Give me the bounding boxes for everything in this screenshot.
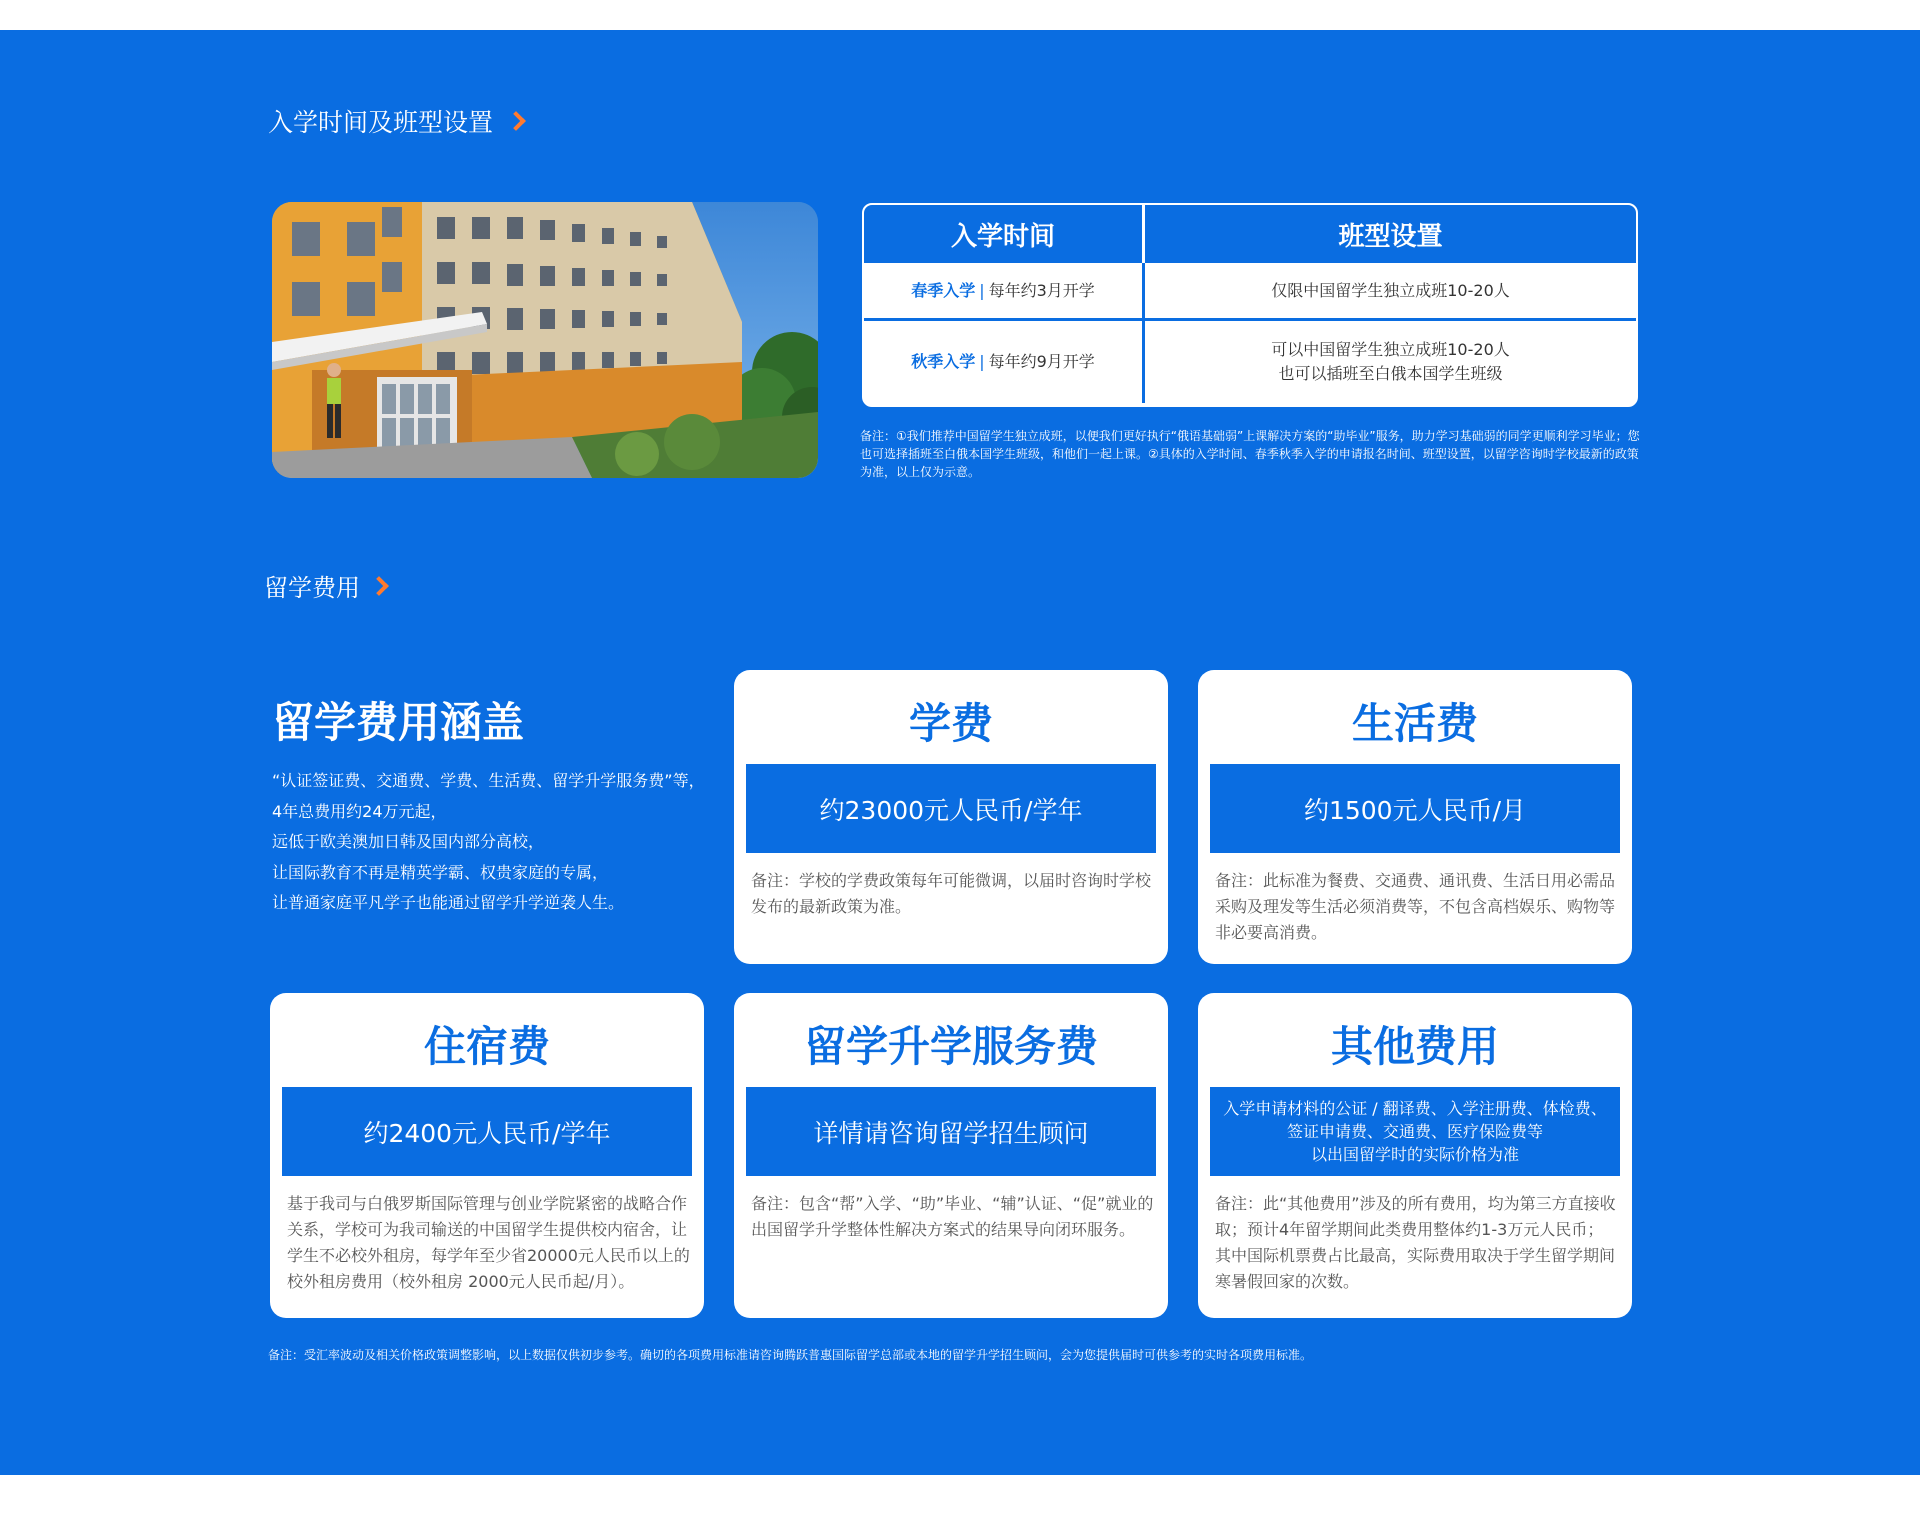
fee-card-other — [1198, 993, 1632, 1318]
class-type-line: 可以中国留学生独立成班10-20人 — [1271, 340, 1510, 359]
fee-card-note: 基于我司与白俄罗斯国际管理与创业学院紧密的战略合作关系，学校可为我司输送的中国留学生提供校内宿舍，让学生不必校外租房，每学年至少省20000元人民币以上的校外租房费用（校外租房 2000元人民币起/月）。 — [287, 1194, 690, 1291]
fee-card-title: 生活费 — [1351, 699, 1478, 748]
table-row — [864, 321, 1636, 403]
fee-card-amount-line: 签证申请费、交通费、医疗保险费等 — [1286, 1122, 1543, 1141]
fee-card-amount-line: 入学申请材料的公证 / 翻译费、入学注册费、体检费、 — [1223, 1099, 1607, 1118]
table-header-class-type: 班型设置 — [1338, 221, 1443, 252]
section-title-fees — [264, 568, 386, 603]
fees-description-line: “认证签证费、交通费、学费、生活费、留学升学服务费”等， — [272, 771, 705, 790]
table-cell-enrollment-time — [864, 321, 1145, 403]
season-label: 春季入学 — [911, 280, 976, 300]
table-header-enrollment-time: 入学时间 — [864, 205, 1145, 263]
fee-card-tuition — [734, 670, 1168, 964]
season-label: 秋季入学 — [911, 352, 976, 371]
fee-card-title: 其他费用 — [1330, 1022, 1499, 1071]
fee-card-title: 住宿费 — [423, 1022, 550, 1071]
enrollment-note: 备注：①我们推荐中国留学生独立成班，以便我们更好执行“俄语基础弱”上课解决方案的“助毕业”服务，助力学习基础弱的同学更顺利学习毕业；您也可选择插班至白俄本国学生班级，和他们一起上课。②具体的入学时间、春季秋季入学的申请报名时间、班型设置，以留学咨询时学校最新的政策为准，以上仅为示意。 — [860, 429, 1640, 479]
fees-description-line: 让国际教育不再是精英学霸、权贵家庭的专属， — [272, 862, 609, 882]
fee-card-amount: 约2400元人民币/学年 — [282, 1087, 692, 1176]
section-title-fees-label: 留学费用 — [264, 574, 360, 602]
separator: | — [979, 280, 985, 300]
fee-card-title: 学费 — [908, 699, 993, 748]
fee-card-title: 留学升学服务费 — [803, 1022, 1098, 1071]
fee-card-amount-line: 以出国留学时的实际价格为准 — [1310, 1145, 1519, 1164]
separator: | — [979, 352, 985, 371]
fee-card-amount: 详情请咨询留学招生顾问 — [746, 1087, 1156, 1176]
fee-card-note: 备注：此标准为餐费、交通费、通讯费、生活日用必需品采购及理发等生活必须消费等，不包含高档娱乐、购物等非必要高消费。 — [1215, 871, 1616, 942]
fee-card-housing — [270, 993, 704, 1318]
fees-description-line: 让普通家庭平凡学子也能通过留学升学逆袭人生。 — [272, 893, 625, 912]
fees-description-line: 4年总费用约24万元起， — [272, 801, 447, 821]
season-timing: 每年约9月开学 — [988, 352, 1095, 371]
fee-card-note: 备注：包含“帮”入学、“助”毕业、“辅”认证、“促”就业的出国留学升学整体性解决方案式的结果导向闭环服务。 — [751, 1194, 1154, 1239]
enrollment-table — [862, 203, 1638, 407]
fee-card-note: 备注：此“其他费用”涉及的所有费用，均为第三方直接收取；预计4年留学期间此类费用整体约1-3万元人民币；其中国际机票费占比最高，实际费用取决于学生留学期间寒暑假回家的次数。 — [1215, 1194, 1616, 1291]
chevron-right-icon — [506, 111, 526, 131]
fees-heading: 留学费用涵盖 — [272, 698, 525, 747]
table-row — [864, 263, 1636, 321]
table-header-row — [864, 205, 1636, 263]
table-cell-class-type — [1145, 321, 1636, 403]
fee-card-amount — [1210, 1087, 1620, 1176]
season-timing: 每年约3月开学 — [988, 280, 1095, 300]
campus-building-photo — [272, 202, 818, 478]
fees-description-line: 远低于欧美澳加日韩及国内部分高校， — [272, 832, 545, 851]
fee-card-living — [1198, 670, 1632, 964]
fees-bottom-note: 备注：受汇率波动及相关价格政策调整影响，以上数据仅供初步参考。确切的各项费用标准请咨询腾跃普惠国际留学总部或本地的留学升学招生顾问，会为您提供届时可供参考的实时各项费用标准。 — [268, 1348, 1313, 1362]
fee-card-amount: 约23000元人民币/学年 — [746, 764, 1156, 853]
fee-card-note: 备注：学校的学费政策每年可能微调，以届时咨询时学校发布的最新政策为准。 — [751, 871, 1152, 916]
section-title-enrollment — [268, 103, 523, 139]
table-cell-enrollment-time — [864, 263, 1145, 318]
chevron-right-icon — [369, 576, 389, 596]
class-type-line: 仅限中国留学生独立成班10-20人 — [1271, 280, 1510, 300]
fee-card-service — [734, 993, 1168, 1318]
table-cell-class-type — [1145, 263, 1636, 318]
fee-card-amount: 约1500元人民币/月 — [1210, 764, 1620, 853]
fees-description — [272, 766, 705, 919]
section-title-enrollment-label: 入学时间及班型设置 — [268, 108, 494, 137]
class-type-line: 也可以插班至白俄本国学生班级 — [1278, 364, 1503, 383]
